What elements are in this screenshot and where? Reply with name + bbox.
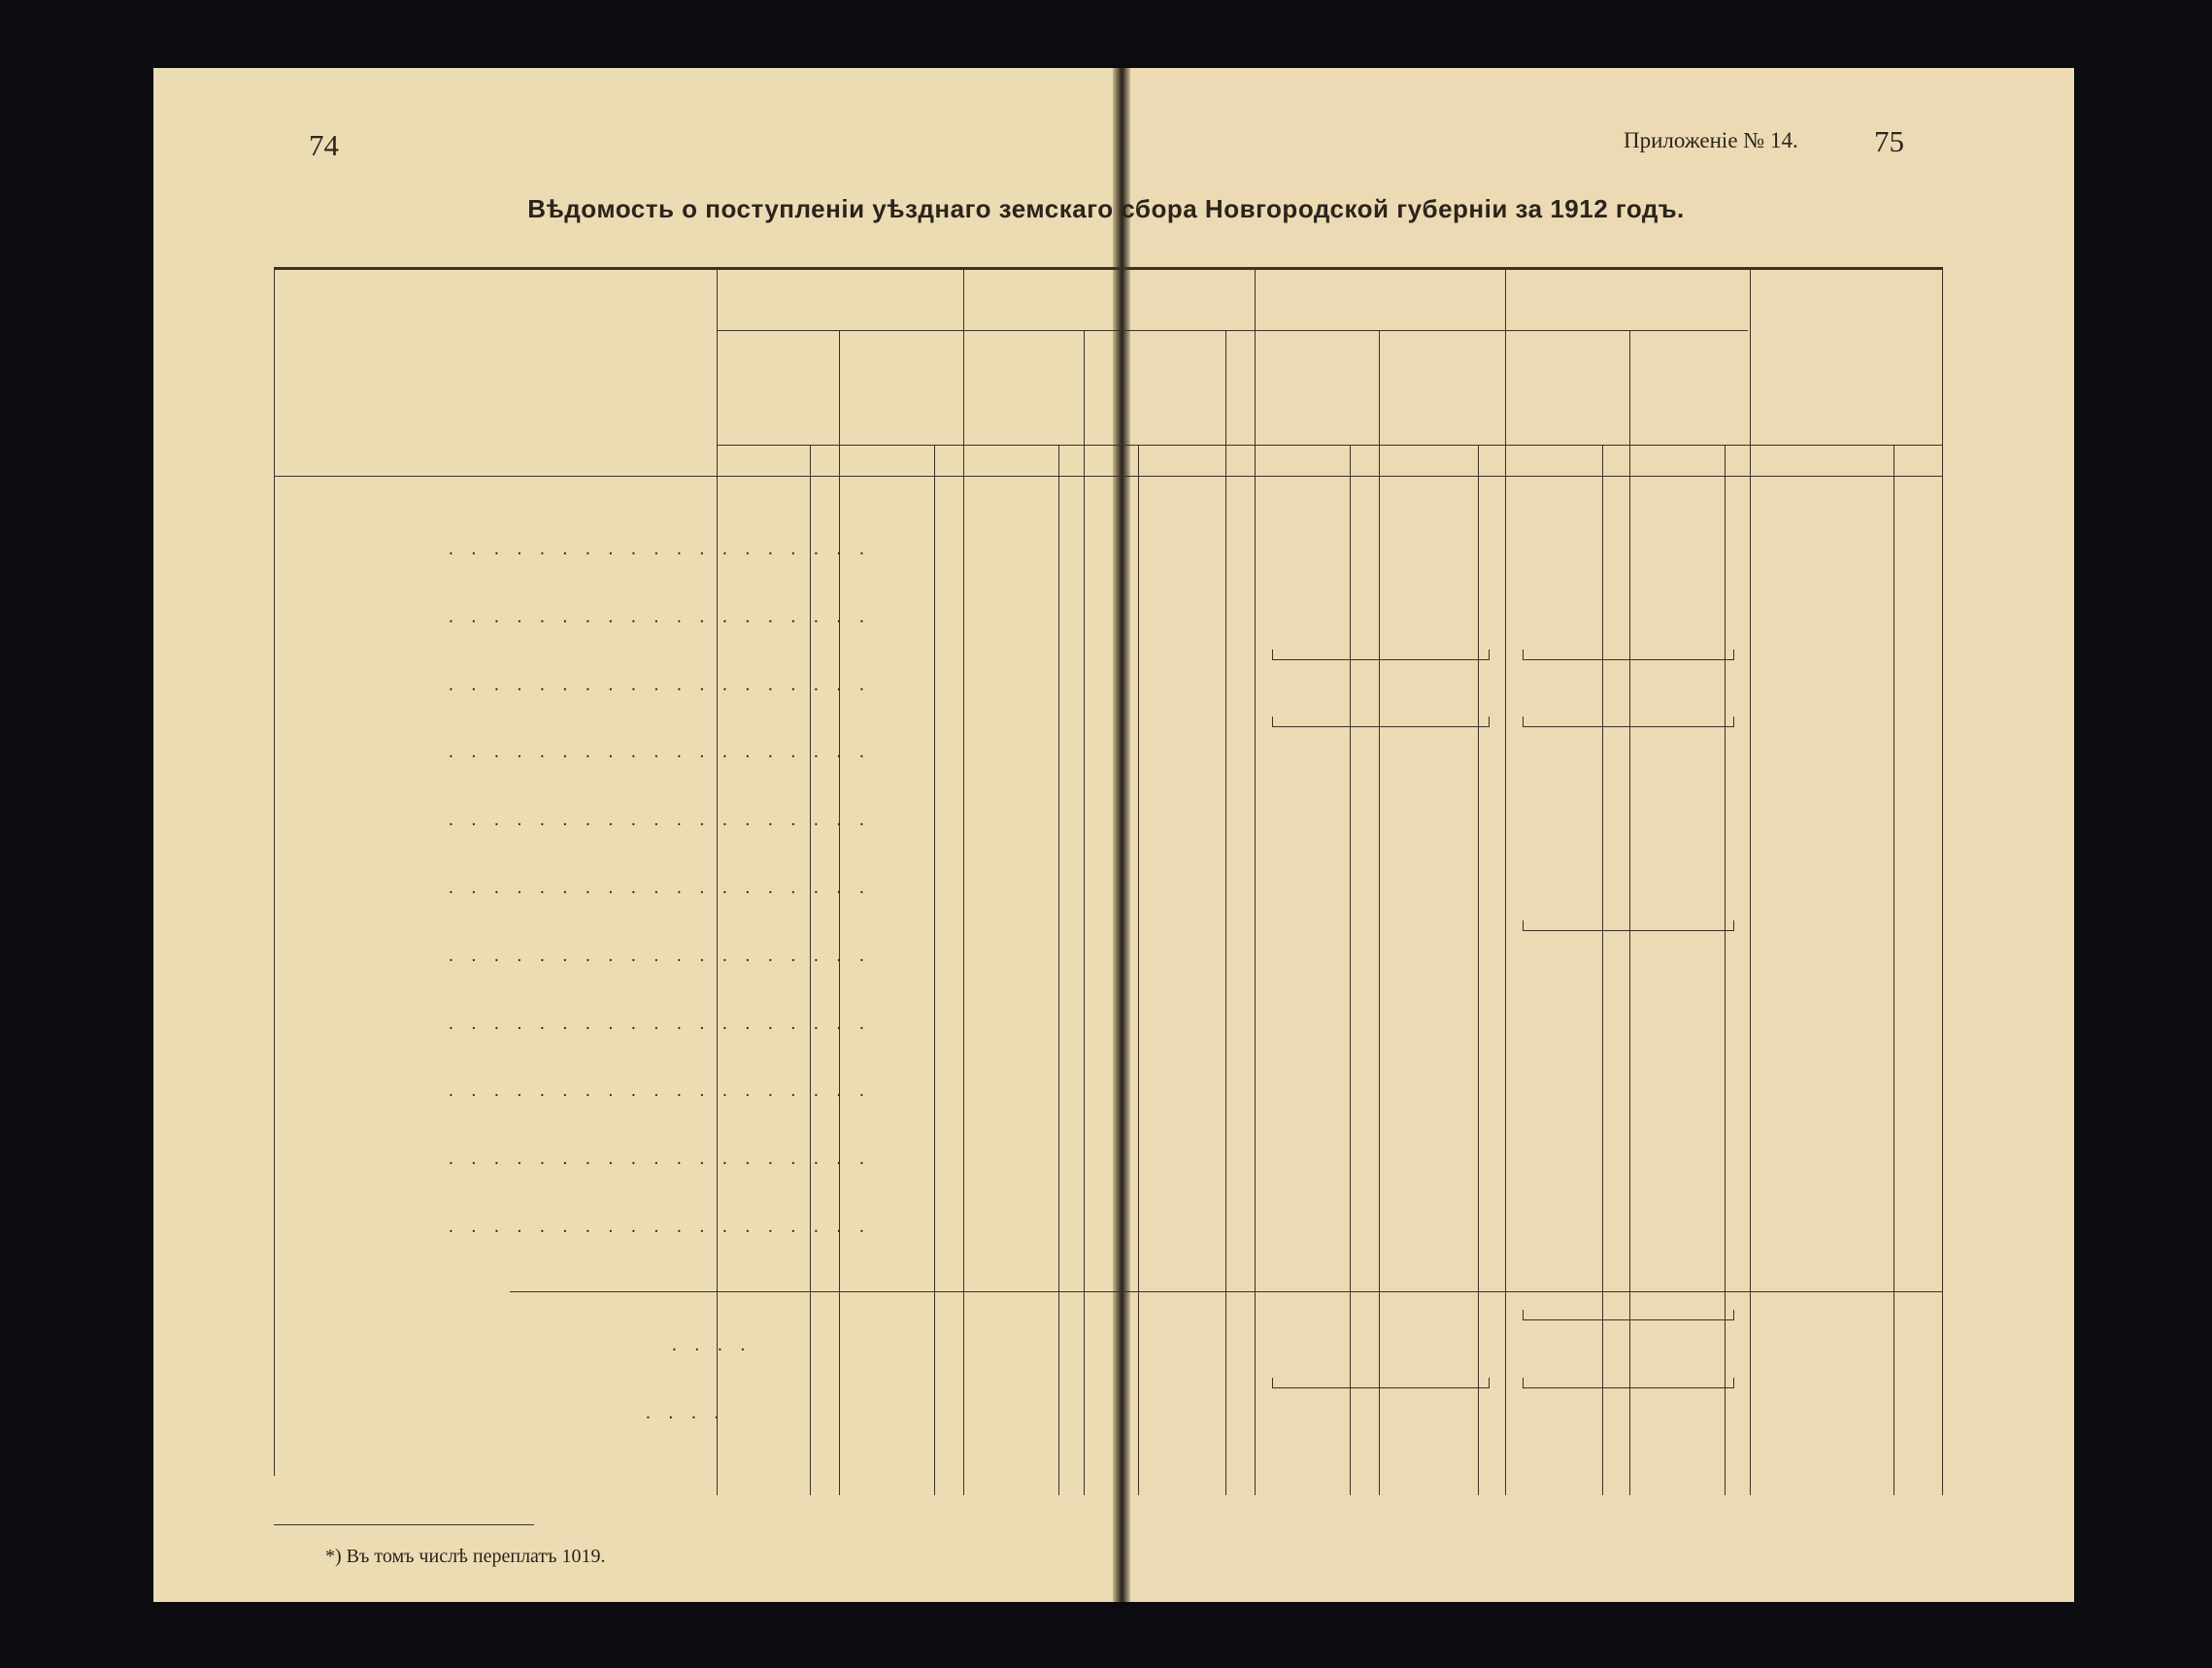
left-page (153, 68, 1120, 1602)
dot-leader: . . . . . . . . . . . . . . . . . . . (449, 1013, 871, 1034)
column-rule (1725, 445, 1726, 1495)
right-page (1120, 68, 2074, 1602)
table-left-rule (274, 267, 275, 1476)
header-bottom-rule (274, 476, 1942, 477)
dot-leader: . . . . (672, 1335, 753, 1355)
column-rule (1629, 330, 1630, 1495)
column-rule (934, 445, 935, 1495)
book-gutter (1113, 68, 1130, 1602)
column-rule (1505, 267, 1506, 1495)
brace-mark (1523, 1378, 1734, 1388)
dot-leader: . . . . . . . . . . . . . . . . . . . (449, 1217, 871, 1237)
column-rule (1750, 267, 1751, 1495)
brace-mark (1523, 920, 1734, 931)
column-rule (963, 267, 964, 1495)
dot-leader: . . . . . . . . . . . . . . . . . . . (449, 606, 871, 627)
row-rule (717, 445, 1942, 446)
column-rule (839, 330, 840, 1495)
column-rule (1602, 445, 1603, 1495)
brace-mark (1272, 717, 1490, 727)
page-number-left: 74 (309, 128, 339, 162)
column-rule (1084, 330, 1085, 1495)
dot-leader: . . . . . . . . . . . . . . . . . . . (449, 945, 871, 966)
dot-leader: . . . . . . . . . . . . . . . . . . . (449, 810, 871, 831)
appendix-label: Приложеніе № 14. (1624, 128, 1798, 152)
column-rule (810, 445, 811, 1495)
dot-leader: . . . . . . . . . . . . . . . . . . . (449, 742, 871, 763)
column-rule (1379, 330, 1380, 1495)
dot-leader: . . . . . . . . . . . . . . . . . . . (449, 1081, 871, 1102)
document-title: Вѣдомость о поступленіи уѣзднаго земскаго сбора Новгородской губерніи за 1912 годъ. (527, 194, 1685, 223)
brace-mark (1523, 717, 1734, 727)
table-top-rule (274, 267, 1942, 270)
dot-leader: . . . . . . . . . . . . . . . . . . . (449, 1149, 871, 1170)
dot-leader: . . . . . . . . . . . . . . . . . . . (449, 674, 871, 695)
table-right-rule (1942, 267, 1943, 1495)
dot-leader: . . . . . . . . . . . . . . . . . . . (449, 878, 871, 898)
column-rule (1350, 445, 1351, 1495)
dot-leader: . . . . (646, 1403, 726, 1423)
brace-mark (1272, 650, 1490, 660)
brace-mark (1523, 650, 1734, 660)
column-rule (1478, 445, 1479, 1495)
page-number-right: 75 (1874, 124, 1904, 158)
column-rule (1138, 445, 1139, 1495)
dot-leader: . . . . . . . . . . . . . . . . . . . (449, 539, 871, 559)
row-rule (717, 330, 1748, 331)
column-rule (1255, 267, 1256, 1495)
footnote: *) Въ томъ числѣ переплатъ 1019. (325, 1546, 606, 1567)
footnote-rule (274, 1524, 534, 1525)
column-rule (1058, 445, 1059, 1495)
column-rule (1225, 330, 1226, 1495)
brace-mark (1272, 1378, 1490, 1388)
brace-mark (1523, 1310, 1734, 1320)
